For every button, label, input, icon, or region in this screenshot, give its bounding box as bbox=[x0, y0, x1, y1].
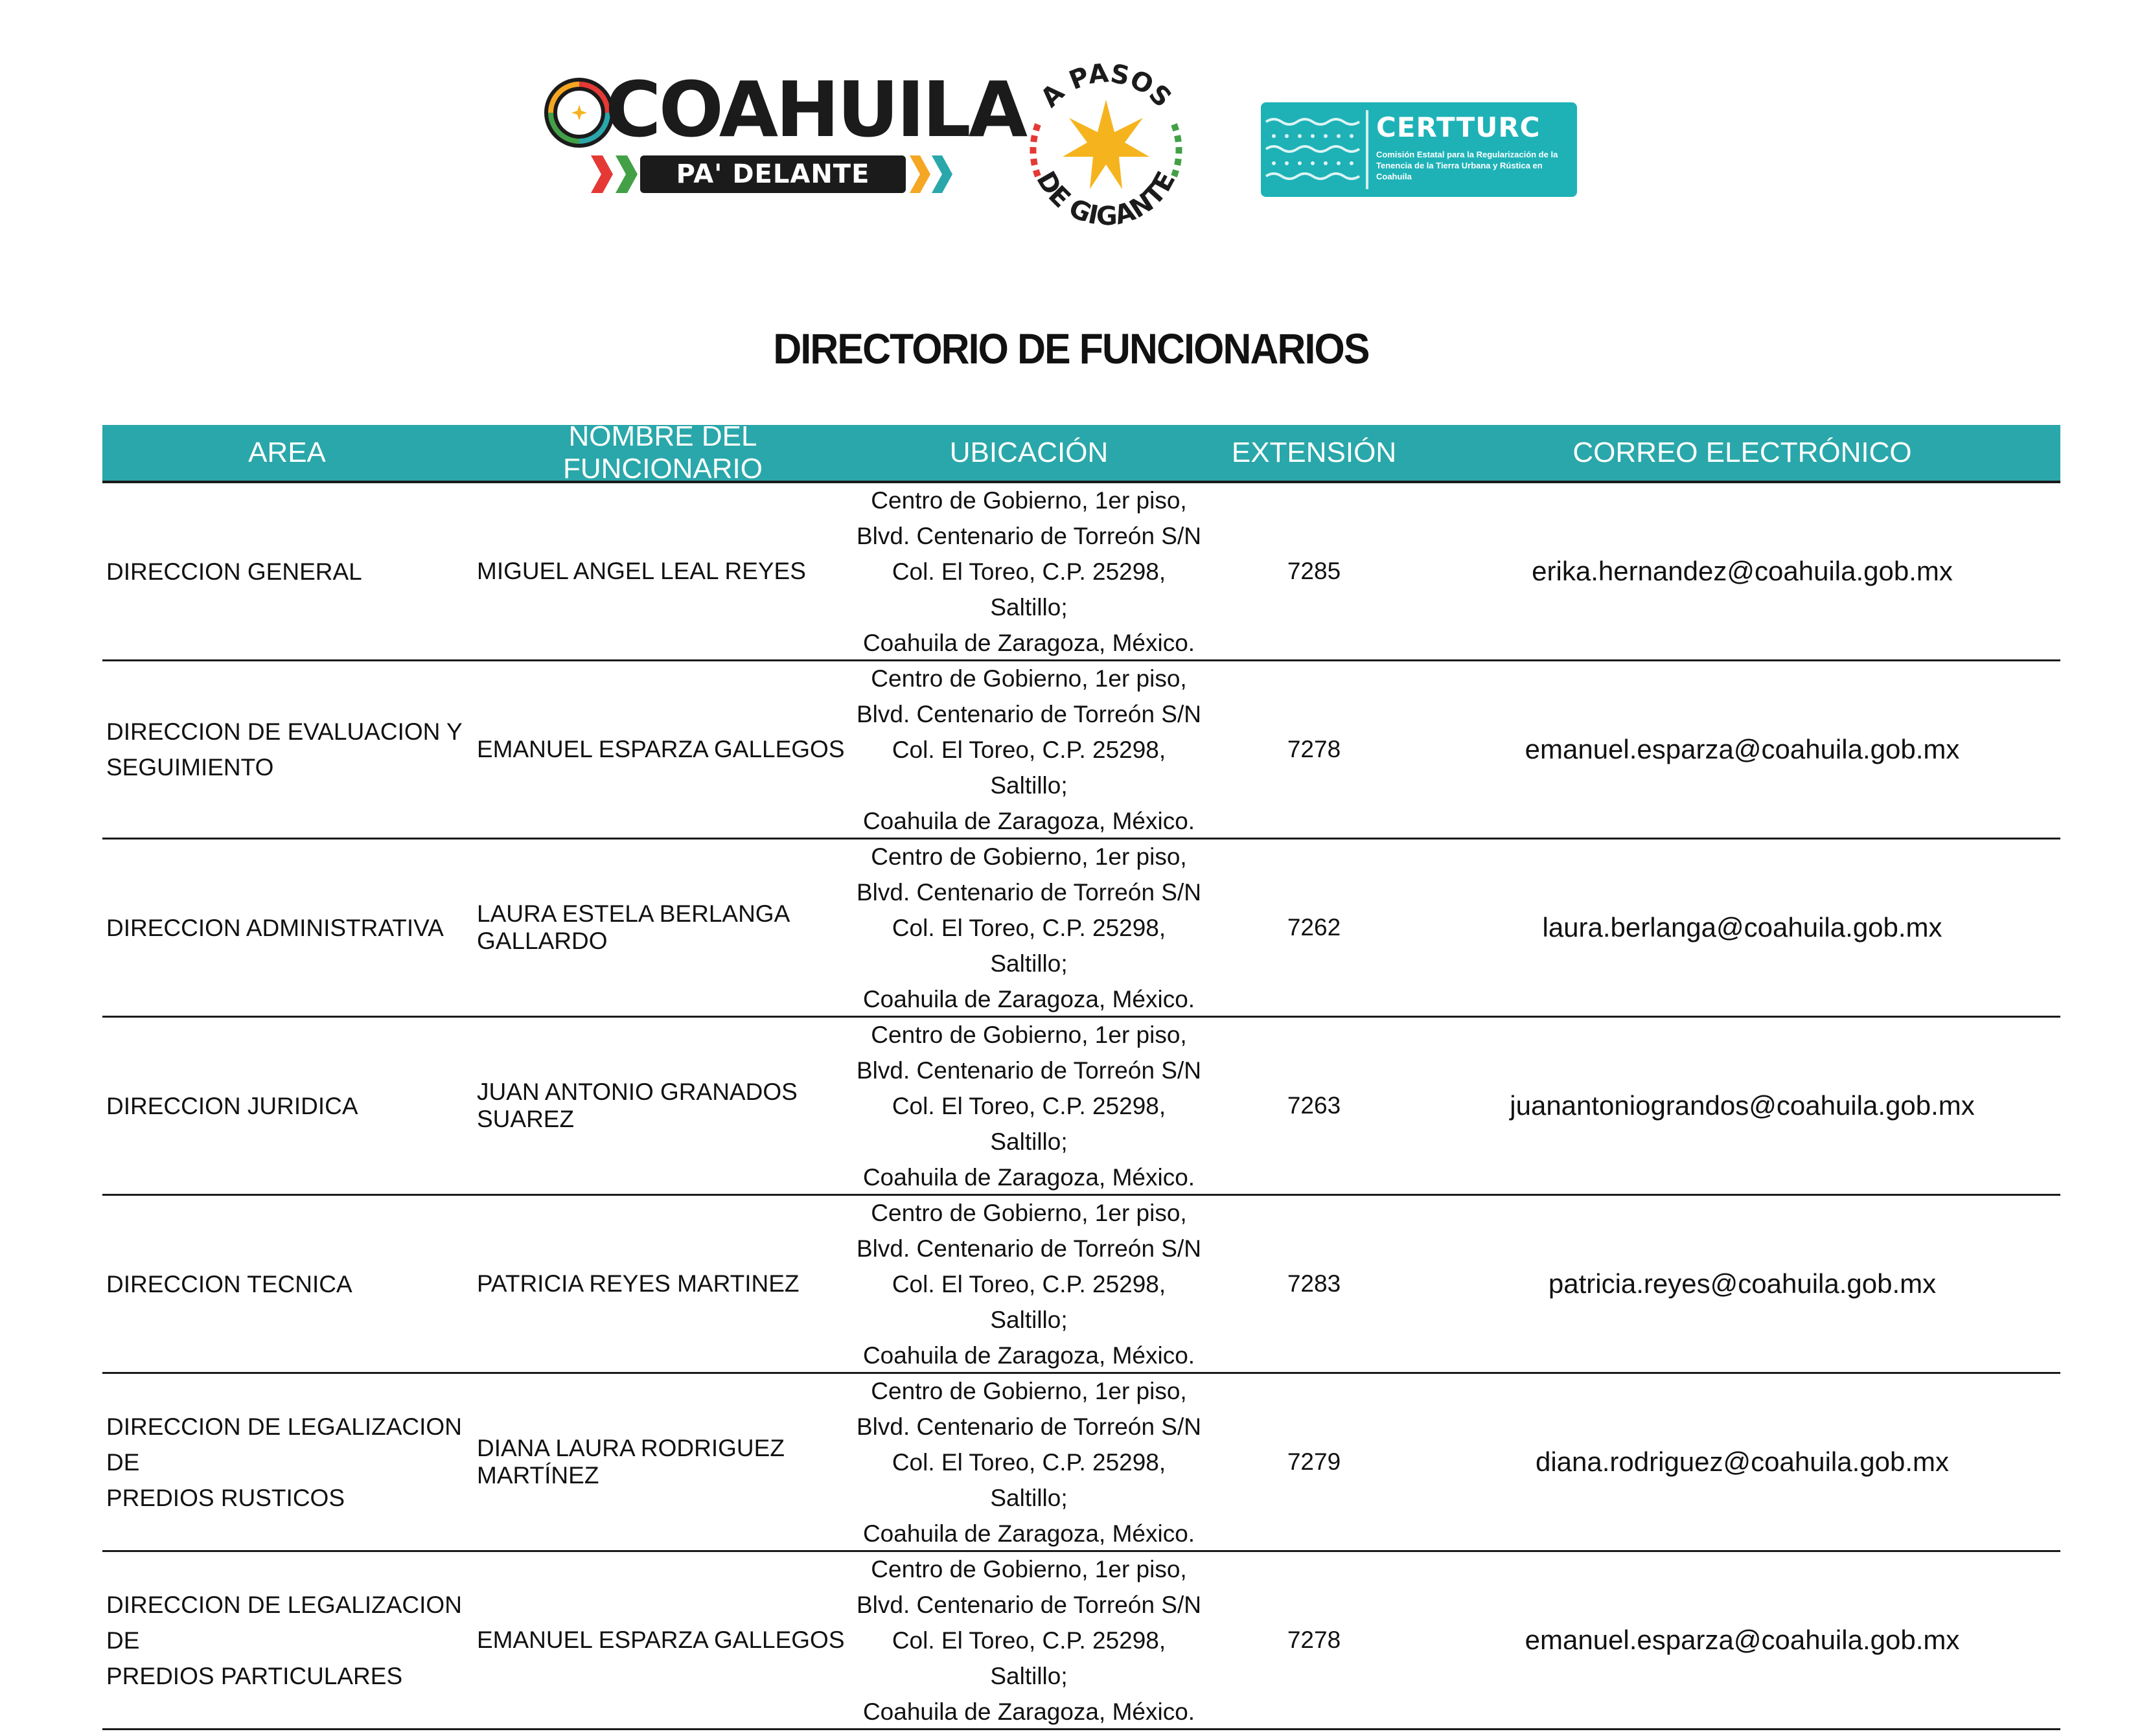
cell-ubicacion-line: Col. El Toreo, C.P. 25298, Saltillo; bbox=[892, 914, 1166, 977]
cell-extension: 7283 bbox=[1287, 1270, 1341, 1297]
cell-area-line: DIRECCION DE LEGALIZACION DE bbox=[106, 1591, 462, 1654]
certturc-subtitle: Comisión Estatal para la Regularización de la Tenencia de la Tierra Urbana y Rústica en Coahuila bbox=[1376, 150, 1558, 181]
cell-ubicacion-line: Blvd. Centenario de Torreón S/N bbox=[856, 1235, 1201, 1262]
cell-extension: 7278 bbox=[1287, 1627, 1341, 1653]
a-pasos-de-gigante-logo bbox=[1012, 53, 1200, 241]
cell-ubicacion-line: Col. El Toreo, C.P. 25298, Saltillo; bbox=[892, 558, 1166, 621]
cell-ubicacion-line: Blvd. Centenario de Torreón S/N bbox=[856, 522, 1201, 549]
column-header-correo: CORREO ELECTRÓNICO bbox=[1572, 437, 1912, 468]
cell-area-line: DIRECCION DE LEGALIZACION DE bbox=[106, 1413, 462, 1476]
coahuila-wordmark: COAHUILA bbox=[605, 65, 1026, 154]
cell-correo-link[interactable]: emanuel.esparza@coahuila.gob.mx bbox=[1525, 734, 1960, 764]
table-row bbox=[102, 661, 2060, 839]
pasos-top-text: A PASOS bbox=[1035, 58, 1177, 113]
table-row bbox=[102, 1018, 2060, 1196]
cell-ubicacion-line: Col. El Toreo, C.P. 25298, Saltillo; bbox=[892, 1448, 1166, 1511]
cell-ubicacion-line: Col. El Toreo, C.P. 25298, Saltillo; bbox=[892, 1092, 1166, 1155]
cell-extension: 7263 bbox=[1287, 1092, 1341, 1119]
cell-area bbox=[102, 714, 472, 785]
cell-nombre: MIGUEL ANGEL LEAL REYES bbox=[477, 558, 806, 584]
cell-ubicacion-line: Col. El Toreo, C.P. 25298, Saltillo; bbox=[892, 1270, 1166, 1333]
column-header-extension: EXTENSIÓN bbox=[1231, 437, 1397, 468]
cell-ubicacion bbox=[854, 483, 1204, 661]
cell-ubicacion-line: Centro de Gobierno, 1er piso, bbox=[871, 1021, 1187, 1048]
cell-area-line: SEGUIMIENTO bbox=[106, 754, 274, 781]
cell-correo-link[interactable]: emanuel.esparza@coahuila.gob.mx bbox=[1525, 1625, 1960, 1655]
cell-correo-link[interactable]: juanantoniograndos@coahuila.gob.mx bbox=[1510, 1090, 1975, 1121]
cell-area-line: PREDIOS RUSTICOS bbox=[106, 1484, 345, 1511]
cell-correo-link[interactable]: diana.rodriguez@coahuila.gob.mx bbox=[1535, 1446, 1950, 1477]
certturc-logo bbox=[1261, 102, 1577, 197]
cell-correo-link[interactable]: patricia.reyes@coahuila.gob.mx bbox=[1548, 1268, 1937, 1299]
cell-area-line: PREDIOS PARTICULARES bbox=[106, 1662, 403, 1689]
pasos-bottom-text: DE GIGANTE bbox=[1030, 166, 1182, 232]
cell-ubicacion bbox=[854, 661, 1204, 839]
certturc-name: CERTTURC bbox=[1376, 111, 1541, 143]
cell-area-line: DIRECCION JURIDICA bbox=[106, 1092, 358, 1119]
cell-correo-link[interactable]: laura.berlanga@coahuila.gob.mx bbox=[1542, 912, 1942, 942]
cell-ubicacion-line: Coahuila de Zaragoza, México. bbox=[862, 1342, 1195, 1369]
cell-ubicacion bbox=[854, 1373, 1204, 1551]
cell-nombre: LAURA ESTELA BERLANGA GALLARDO bbox=[477, 900, 789, 954]
cell-area-line: DIRECCION DE EVALUACION Y bbox=[106, 718, 463, 745]
table-row bbox=[102, 1374, 2060, 1552]
cell-nombre: EMANUEL ESPARZA GALLEGOS bbox=[477, 1627, 845, 1653]
cell-ubicacion-line: Coahuila de Zaragoza, México. bbox=[862, 985, 1195, 1012]
table-row bbox=[102, 483, 2060, 661]
cell-ubicacion-line: Blvd. Centenario de Torreón S/N bbox=[856, 878, 1201, 906]
coahuila-chevrons-left-icon bbox=[591, 155, 643, 193]
star-icon bbox=[1063, 100, 1149, 189]
table-header bbox=[102, 420, 2060, 485]
cell-extension: 7285 bbox=[1287, 558, 1341, 584]
page-title: DIRECTORIO DE FUNCIONARIOS bbox=[773, 325, 1369, 372]
cell-nombre: JUAN ANTONIO GRANADOS SUAREZ bbox=[477, 1079, 798, 1132]
certturc-waves-icon bbox=[1261, 102, 1365, 197]
directory-table bbox=[102, 420, 2060, 1736]
table-body bbox=[102, 483, 2060, 1736]
cell-ubicacion-line: Coahuila de Zaragoza, México. bbox=[862, 807, 1195, 834]
cell-area bbox=[102, 1409, 472, 1516]
header-logos bbox=[0, 0, 2142, 272]
table-row bbox=[102, 1196, 2060, 1374]
cell-area-line: DIRECCION ADMINISTRATIVA bbox=[106, 914, 444, 941]
table-row bbox=[102, 1552, 2060, 1730]
cell-ubicacion-line: Blvd. Centenario de Torreón S/N bbox=[856, 1413, 1201, 1440]
certturc-divider bbox=[1366, 110, 1368, 189]
cell-nombre: EMANUEL ESPARZA GALLEGOS bbox=[477, 736, 845, 762]
cell-ubicacion-line: Centro de Gobierno, 1er piso, bbox=[871, 1377, 1187, 1404]
cell-ubicacion-line: Coahuila de Zaragoza, México. bbox=[862, 1163, 1195, 1191]
column-header-area: AREA bbox=[248, 437, 326, 468]
column-header-ubicacion: UBICACIÓN bbox=[949, 437, 1109, 468]
cell-ubicacion-line: Centro de Gobierno, 1er piso, bbox=[871, 486, 1187, 514]
cell-correo-link[interactable]: erika.hernandez@coahuila.gob.mx bbox=[1532, 556, 1953, 586]
cell-extension: 7279 bbox=[1287, 1448, 1341, 1475]
coahuila-logo bbox=[543, 65, 1026, 201]
cell-ubicacion-line: Blvd. Centenario de Torreón S/N bbox=[856, 700, 1201, 727]
cell-area bbox=[102, 1088, 472, 1124]
column-header-nombre: NOMBRE DEL FUNCIONARIO bbox=[563, 420, 763, 485]
cell-nombre: DIANA LAURA RODRIGUEZ MARTÍNEZ bbox=[477, 1435, 785, 1489]
cell-extension: 7262 bbox=[1287, 914, 1341, 941]
cell-ubicacion-line: Centro de Gobierno, 1er piso, bbox=[871, 1555, 1187, 1582]
cell-ubicacion bbox=[854, 1017, 1204, 1195]
cell-ubicacion-line: Centro de Gobierno, 1er piso, bbox=[871, 1199, 1187, 1226]
svg-text:DE GIGANTE bbox=[1030, 166, 1181, 231]
cell-ubicacion-line: Coahuila de Zaragoza, México. bbox=[862, 1520, 1195, 1547]
cell-ubicacion-line: Centro de Gobierno, 1er piso, bbox=[871, 843, 1187, 870]
cell-area bbox=[102, 554, 472, 589]
cell-ubicacion bbox=[854, 1195, 1204, 1373]
cell-ubicacion-line: Col. El Toreo, C.P. 25298, Saltillo; bbox=[892, 736, 1166, 799]
table-row bbox=[102, 839, 2060, 1018]
padelante-text: PA' DELANTE bbox=[676, 159, 870, 189]
cell-ubicacion bbox=[854, 839, 1204, 1017]
cell-area bbox=[102, 910, 472, 946]
cell-area bbox=[102, 1266, 472, 1302]
cell-ubicacion-line: Blvd. Centenario de Torreón S/N bbox=[856, 1591, 1201, 1618]
cell-ubicacion-line: Centro de Gobierno, 1er piso, bbox=[871, 665, 1187, 692]
cell-ubicacion bbox=[854, 1551, 1204, 1730]
cell-ubicacion-line: Coahuila de Zaragoza, México. bbox=[862, 1698, 1195, 1725]
coahuila-chevrons-right-icon bbox=[910, 155, 955, 193]
cell-area-line: DIRECCION TECNICA bbox=[106, 1270, 352, 1297]
padelante-bar bbox=[640, 155, 906, 193]
cell-ubicacion-line: Coahuila de Zaragoza, México. bbox=[862, 629, 1195, 656]
cell-area-line: DIRECCION GENERAL bbox=[106, 558, 362, 585]
cell-extension: 7278 bbox=[1287, 736, 1341, 762]
cell-nombre: PATRICIA REYES MARTINEZ bbox=[477, 1270, 800, 1297]
cell-ubicacion-line: Blvd. Centenario de Torreón S/N bbox=[856, 1056, 1201, 1084]
cell-ubicacion-line: Col. El Toreo, C.P. 25298, Saltillo; bbox=[892, 1627, 1166, 1689]
cell-area bbox=[102, 1587, 472, 1694]
